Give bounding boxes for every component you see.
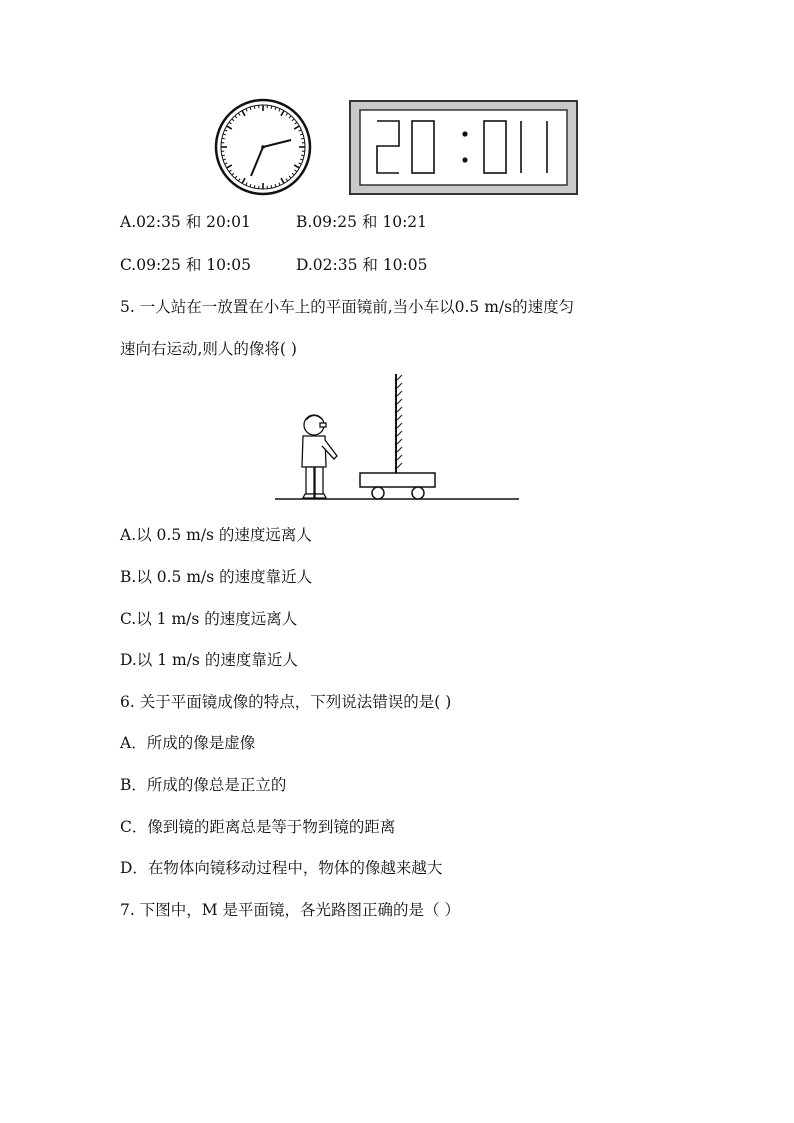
- q5-option-d: D.以 1 m/s 的速度靠近人: [120, 651, 298, 669]
- clock-tick: [254, 185, 255, 188]
- clock-tick: [271, 185, 272, 188]
- q5-option-a: A.以 0.5 m/s 的速度远离人: [120, 526, 312, 544]
- q6-option-b: B．所成的像总是正立的: [120, 776, 287, 794]
- q6-option-a: A．所成的像是虚像: [120, 734, 256, 752]
- person-mirror-cart-figure: [270, 370, 525, 505]
- clock-tick: [301, 138, 304, 139]
- clock-tick: [222, 155, 225, 156]
- clock-tick: [271, 106, 272, 109]
- analog-clock-figure: [212, 98, 314, 196]
- clock-tick: [301, 155, 304, 156]
- q5-stem-line-1: 5. 一人站在一放置在小车上的平面镜前,当小车以0.5 m/s的速度匀: [120, 298, 575, 316]
- digital-clock-figure: [349, 100, 578, 195]
- q5-option-c: C.以 1 m/s 的速度远离人: [120, 610, 298, 628]
- q6-option-d: D．在物体向镜移动过程中，物体的像越来越大: [120, 859, 443, 877]
- digital-clock-frame: [349, 100, 578, 195]
- q4-option-b: B.09:25 和 10:21: [296, 213, 428, 231]
- q5-stem-line-2: 速向右运动,则人的像将( ): [120, 340, 297, 358]
- q4-option-d: D.02:35 和 10:05: [296, 256, 428, 274]
- q6-stem: 6. 关于平面镜成像的特点，下列说法错误的是( ): [120, 693, 452, 711]
- q4-option-c: C.09:25 和 10:05: [120, 256, 251, 274]
- q4-option-a: A.02:35 和 20:01: [120, 213, 251, 231]
- q5-option-b: B.以 0.5 m/s 的速度靠近人: [120, 568, 313, 586]
- q7-stem: 7. 下图中，M 是平面镜，各光路图正确的是（ ）: [120, 901, 460, 919]
- clock-tick: [254, 106, 255, 109]
- q6-option-c: C．像到镜的距离总是等于物到镜的距离: [120, 818, 396, 836]
- clock-tick: [222, 138, 225, 139]
